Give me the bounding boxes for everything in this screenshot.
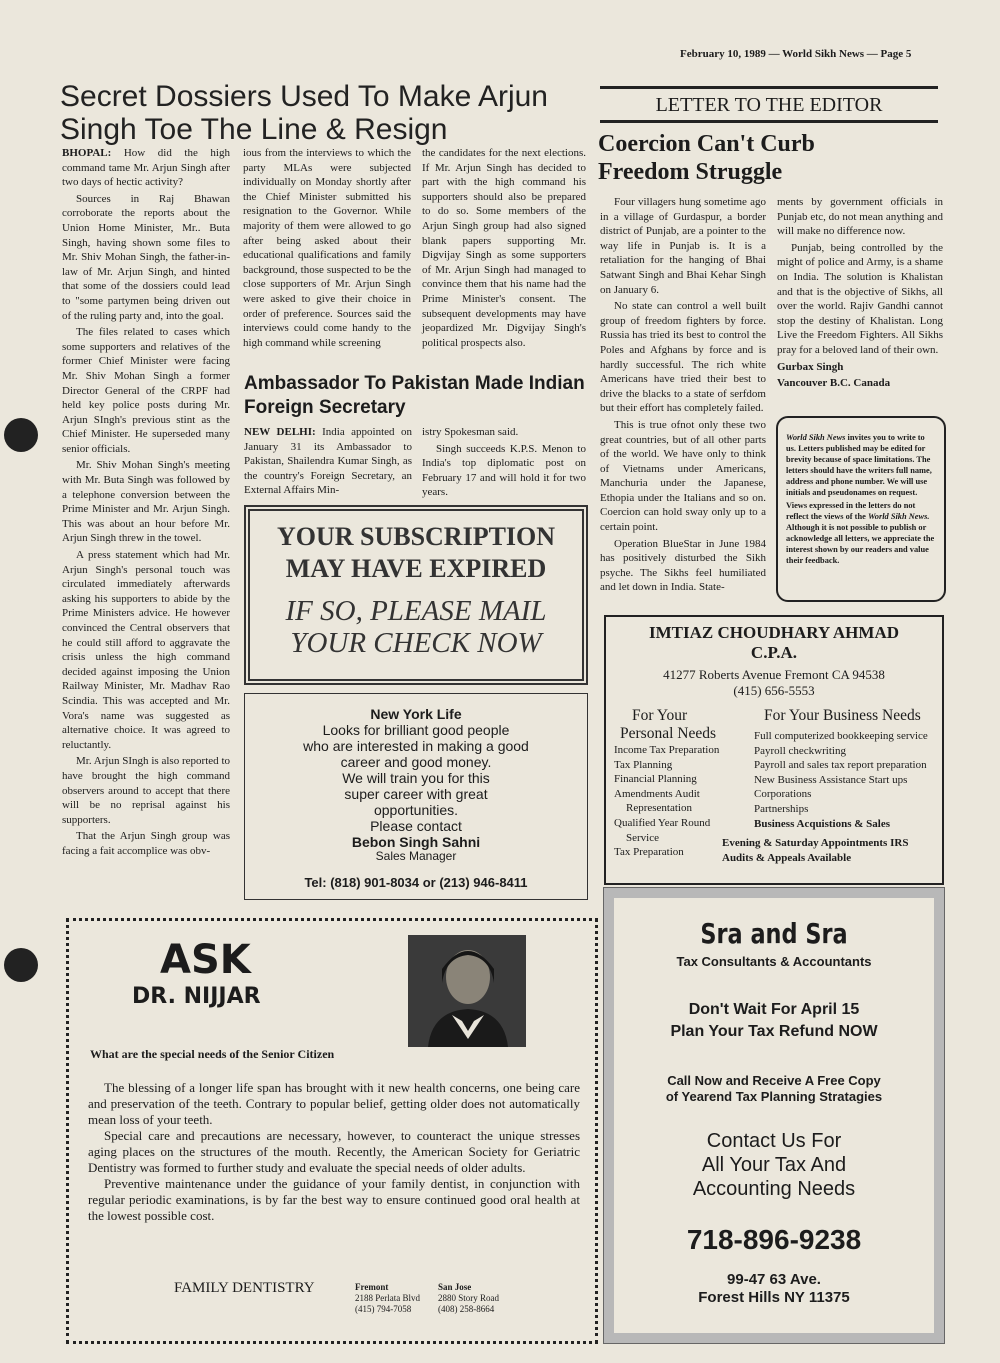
letter-headline: Coercion Can't Curb Freedom Struggle (598, 131, 815, 185)
service-item: Corporations (754, 788, 812, 801)
letter-signature: Gurbax Singh (777, 360, 844, 373)
subscription-line: IF SO, PLEASE MAIL (285, 595, 547, 627)
subscription-line: YOUR SUBSCRIPTION (276, 522, 556, 551)
service-item: Partnerships (754, 802, 809, 815)
service-item: Tax Preparation (614, 846, 684, 859)
binder-hole-top (4, 418, 38, 452)
contact-role: Sales Manager (375, 849, 457, 863)
ad-line: Don't Wait For April 15 (688, 1001, 860, 1018)
paragraph: Sources in Raj Bhawan corroborate the reports about the Union Home Minister, Mr.. Buta Singh, having shown some files to Mr. Shiv Mohan Singh, the father-in-law of Mr. Arjun Singh, and hinted that some of the dossiers could lead to "some partymen being driven out of the ruling party and, into the goal. (62, 192, 230, 322)
ad-line: We will train you for this (342, 770, 490, 786)
service-item: Service (626, 831, 659, 844)
company-name: New York Life (370, 706, 462, 722)
ad-line: Accounting Needs (692, 1178, 856, 1200)
ad-line: Please contact (370, 818, 462, 834)
location-phone: (415) 794-7058 (355, 1304, 412, 1314)
paragraph: No state can control a well built group of freedom fighters by force. Russia has tried its best to control the Poles and Afghans by force and is hardly successful. The rich white Americans have tried their best to drive the blacks to a state of serfdom but their effort has completely failed. (600, 300, 766, 415)
personal-needs-heading: Personal Needs (620, 725, 716, 742)
cpa-address: 41277 Roberts Avenue Fremont CA 94538 (663, 667, 885, 682)
author-photo (408, 935, 526, 1047)
firm-address: Forest Hills NY 11375 (698, 1289, 850, 1306)
ad-line: Call Now and Receive A Free Copy (667, 1073, 881, 1088)
location-address: 2880 Story Road (438, 1293, 500, 1303)
service-item: Qualified Year Round (614, 816, 711, 829)
firm-address: 99-47 63 Ave. (727, 1271, 821, 1288)
ad-line: career and good money. (340, 754, 492, 770)
cpa-credential: C.P.A. (750, 643, 798, 662)
ad-line: super career with great (344, 786, 488, 802)
paragraph: Special care and precautions are necessary, however, to counteract the unique stresses aging places on the structures of the mouth. Recently, the American Society for Geriatric Dentistry was formed to further study and evaluate the special needs of older adults. (88, 1128, 580, 1175)
location-san-jose (438, 1282, 499, 1315)
location-address: 2188 Perlata Blvd (355, 1293, 420, 1303)
notice-text: Views expressed in the letters do not reflect the views of the (786, 501, 916, 521)
portrait-image (408, 935, 526, 1047)
dateline: NEW DELHI: (244, 426, 316, 438)
location-name: Fremont (355, 1282, 389, 1292)
letters-notice (776, 416, 946, 602)
service-item: Full computerized bookkeeping service (754, 730, 928, 742)
ad-line: Contact Us For (706, 1130, 842, 1152)
ambassador-col1 (244, 425, 412, 500)
paragraph: How did the high command tame Mr. Arjun Singh after two days of hectic activity? (62, 147, 230, 189)
subscription-line: YOUR CHECK NOW (290, 627, 542, 659)
main-headline: Secret Dossiers Used To Make Arjun Singh Toe The Line & Resign (60, 80, 548, 146)
location-name: San Jose (438, 1282, 472, 1292)
letter-col1 (600, 195, 766, 597)
letter-col2 (777, 195, 943, 393)
ad-line: of Yearend Tax Planning Stratagies (665, 1089, 883, 1104)
page-header: February 10, 1989 — World Sikh News — Page 5 (680, 48, 912, 60)
column-question: What are the special needs of the Senior Citizen (90, 1047, 335, 1061)
firm-tagline: Tax Consultants & Accountants (676, 954, 872, 969)
paragraph: The files related to cases which some supporters and relatives of the former Chief Minister were facing Mr. Shiv Mohan Singh a former Director General of the CRPF had held key police posts during Mr. Arjun SIngh's previous stint as the Chief Minister. He superseded many senior officials. (62, 326, 230, 455)
column-title: ASK (160, 937, 251, 983)
service-item: Payroll checkwriting (754, 744, 846, 757)
cpa-footer: Audits & Appeals Available (722, 851, 852, 864)
paragraph: The blessing of a longer life span has brought with it new health concerns, one being care and preservation of the teeth. Contrary to popular belief, getting older does not automatically mean loss of your teeth. (88, 1080, 580, 1127)
paragraph: Punjab, being controlled by the might of police and Army, is a shame on India. The solution is Khalistan and that is the objective of Sikhs, all over the world. Rajiv Gandhi cannot stop the destiny of Khalistan. Long Live the Freedom Fighters. All Sikhs pray for a beloved land of their own. (777, 241, 943, 356)
location-phone: (408) 258-8664 (438, 1304, 495, 1314)
paragraph: India appointed on January 31 its Ambassador to Pakistan, Shailendra Kumar Singh, as the country's Foreign Secretary, an External Affairs Min- (244, 426, 412, 497)
firm-phone: 718-896-9238 (686, 1224, 862, 1255)
new-york-life-ad (244, 693, 588, 900)
ad-line: opportunities. (373, 802, 459, 818)
cpa-ad (604, 615, 944, 885)
ambassador-col2 (422, 425, 586, 502)
subscription-line: MAY HAVE EXPIRED (285, 554, 547, 583)
cpa-phone: (415) 656-5553 (733, 683, 815, 698)
service-item: Representation (626, 802, 692, 815)
service-item: Payroll and sales tax report preparation (754, 759, 927, 772)
ad-line: All Your Tax And (701, 1154, 847, 1176)
notice-publication: World Sikh News (786, 433, 846, 442)
ad-line: Plan Your Tax Refund NOW (670, 1023, 878, 1040)
section-title: LETTER TO THE EDITOR (655, 94, 883, 116)
paragraph: A press statement which had Mr. Arjun Singh's personal touch was circulated immediately afterwards asking his supporters to abide by the Prime Ministers advice. He however convinced the Central observers that he could still afford to aggravate the crisis unless the high command decided against imposing the Union Railway Minister, Mr. Madhav Rao Scindia. This was accepted and Mr. Vora's name was suggested as alternative choice. It was agreed to reluctantly. (62, 549, 230, 751)
cpa-name: IMTIAZ CHOUDHARY AHMAD (649, 623, 899, 642)
main-article-col3 (422, 146, 586, 352)
paragraph: This is true ofnot only these two great countries, but of all other parts of the world. We have only to think of Vietnams under Americans, Manchuria under the Japanese, Ethopia under the Italians and so on. Coercion can hold sway only up to a certain point. (600, 418, 766, 534)
service-item: Financial Planning (614, 773, 697, 786)
paragraph: Four villagers hung sometime ago in a village of Gurdaspur, a border district of Punjab, are a pointer to the way life in Punjab is. It is a retaliation for the hanging of Bhai Satwant Singh and Bhai Kehar Singh on January 6. (600, 196, 766, 296)
paragraph: That the Arjun Singh group was facing a fait accomplice was obv- (62, 830, 230, 857)
notice-text: invites you to write to us. Letters published may be edited for brevity because of space limitations. The letters should have the writers full name, address and phone number. We will use initials and pseudonames on request. (786, 433, 932, 497)
contact-name: Bebon Singh Sahni (351, 834, 481, 850)
paragraph: ments by government officials in Punjab etc, do not mean anything and will make no difference now. (777, 196, 943, 238)
firm-name: Sra and Sra (700, 917, 848, 950)
main-article-col1 (62, 146, 230, 861)
paragraph: Singh succeeds K.P.S. Menon to India's top diplomatic post on February 17 and will hold it for two years. (422, 442, 586, 499)
service-item: Amendments Audit (614, 787, 700, 800)
column-title: DR. NIJJAR (132, 984, 261, 1009)
contact-phone: Tel: (818) 901-8034 or (213) 946-8411 (304, 875, 528, 890)
paragraph: Mr. Arjun SIngh is also reported to have brought the high command observers around to accept that there will be no reprisal against his supporters. (62, 755, 230, 826)
location-fremont (355, 1282, 420, 1315)
paragraph: the candidates for the next elections. If Mr. Arjun Singh has decided to part with the high command his supporters should also be prepared to do so. Some members of the Arjun Singh group had also signed blank papers supporting Mr. Digvijay Singh as some supporters of Mr. Arjun Singh had managed to convince them that his name had the Prime Minister's consent. The subsequent developments may have jeopardized Mr. Digvijay Singh's political prospects also. (422, 147, 586, 349)
paragraph: Operation BlueStar in June 1984 has positively disturbed the Sikh psyche. The Sikhs feel humiliated and let down in India. State- (600, 537, 766, 594)
service-item: New Business Assistance Start ups (754, 773, 908, 786)
paragraph: Mr. Shiv Mohan Singh's meeting with Mr. Buta Singh was followed by a telephone conversion between the Prime Minister and Mr. Arjun Singh. This was about an hour before Mr. Arjun Singh threw in the towel. (62, 459, 230, 545)
main-article-col2 (243, 146, 411, 352)
binder-hole-bottom (4, 948, 38, 982)
column-body (88, 1080, 580, 1224)
practice-name: FAMILY DENTISTRY (174, 1280, 315, 1296)
notice-publication: World Sikh News. (867, 512, 930, 521)
cpa-footer: Evening & Saturday Appointments IRS (722, 837, 909, 850)
letter-location: Vancouver B.C. Canada (777, 377, 891, 390)
sra-and-sra-ad (604, 888, 944, 1343)
ad-line: Looks for brilliant good people (322, 722, 510, 738)
service-item: Tax Planning (614, 758, 673, 771)
ambassador-headline: Ambassador To Pakistan Made Indian Foreign Secretary (244, 373, 585, 418)
paragraph: ious from the interviews to which the party MLAs were subjected individually on Monday shortly after the Chief Minister submitted his resignation to the Governor. While majority of them were allowed to go after being asked about their educational qualifications and family background, those suspected to be the close supporters of Mr. Arjun Singh were asked to give their choice in order of preference. Sources said the interviews could come handy to the high command while screening (243, 147, 411, 349)
divider (600, 120, 938, 123)
personal-needs-heading: For Your (632, 707, 688, 724)
business-needs-heading: For Your Business Needs (764, 707, 921, 724)
dateline: BHOPAL: (62, 147, 112, 159)
subscription-ad (244, 505, 588, 685)
ad-line: who are interested in making a good (303, 738, 529, 754)
divider (600, 86, 938, 89)
service-item: Income Tax Preparation (614, 744, 720, 756)
service-item: Business Acquistions & Sales (754, 817, 891, 830)
paragraph: istry Spokesman said. (422, 426, 519, 438)
notice-text: Although it is not possible to publish or acknowledge all letters, we appreciate the interest shown by our readers and value their feedback. (786, 523, 935, 565)
paragraph: Preventive maintenance under the guidance of your family dentist, in conjunction with regular periodic examinations, is by far the best way to ensure continued good oral health at the lowest possible cost. (88, 1176, 580, 1223)
